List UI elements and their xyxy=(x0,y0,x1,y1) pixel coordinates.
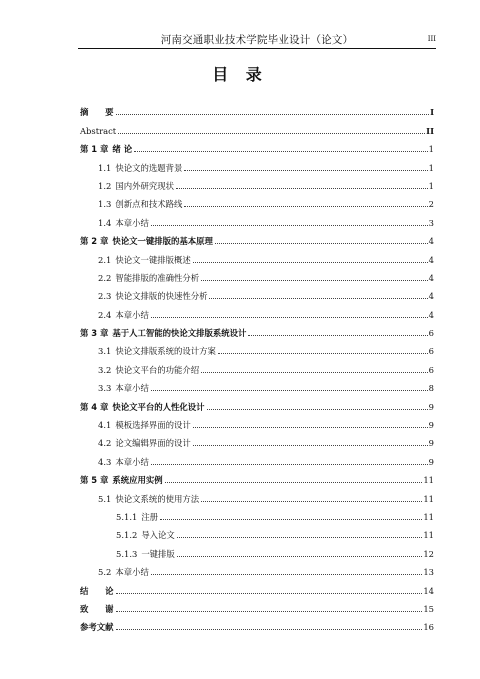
toc-entry-number: 第 4 章 xyxy=(80,401,109,412)
toc-leader-dots xyxy=(193,262,428,263)
toc-entry-page: II xyxy=(426,125,434,136)
toc-entry-page: 13 xyxy=(423,567,434,578)
toc-entry-number: 5.1.2 xyxy=(116,530,138,541)
toc-leader-dots xyxy=(116,629,423,630)
toc-entry-title: 快论文一键排版的基本原理 xyxy=(112,236,213,247)
toc-entry-page: 4 xyxy=(428,272,434,283)
toc-entry[interactable] xyxy=(80,338,434,356)
toc-leader-dots xyxy=(165,482,423,483)
toc-leader-dots xyxy=(116,114,430,115)
toc-entry-label xyxy=(98,383,149,393)
toc-entry-page: 4 xyxy=(428,309,434,320)
toc-entry-title: 基于人工智能的快论文排版系统设计 xyxy=(112,328,247,339)
toc-entry-number: 1.4 xyxy=(98,217,112,228)
toc-entry-label xyxy=(98,494,199,504)
toc-entry-label xyxy=(98,567,149,577)
toc-entry-label xyxy=(80,604,114,614)
toc-entry-title: 导入论文 xyxy=(141,530,175,541)
toc-entry-number: 1.2 xyxy=(98,180,112,191)
toc-entry-title: 国内外研究现状 xyxy=(115,180,174,191)
toc-entry-label xyxy=(116,549,175,559)
toc-entry-label xyxy=(98,346,216,356)
toc-entry-label xyxy=(116,530,175,540)
toc-entry-number: 第 5 章 xyxy=(80,475,109,486)
toc-leader-dots xyxy=(184,206,427,207)
toc-entry-label xyxy=(98,365,199,375)
toc-entry-label xyxy=(98,291,207,301)
toc-entry-label xyxy=(98,310,149,320)
toc-entry-title: 一键排版 xyxy=(141,548,175,559)
toc-entry-title: 智能排版的准确性分析 xyxy=(115,272,200,283)
toc-entry-page: 3 xyxy=(428,217,434,228)
toc-entry-title: 快论文系统的使用方法 xyxy=(115,493,200,504)
toc-entry[interactable] xyxy=(80,596,434,614)
toc-entry[interactable] xyxy=(80,485,434,503)
toc-entry[interactable] xyxy=(80,448,434,466)
toc-entry-page: 15 xyxy=(423,603,434,614)
toc-entry-page: 4 xyxy=(428,291,434,302)
toc-entry-number: 2.4 xyxy=(98,309,112,320)
toc-entry-page: 6 xyxy=(428,328,434,339)
toc-leader-dots xyxy=(248,335,427,336)
toc-entry-page: 6 xyxy=(428,346,434,357)
toc-entry-title: 参考文献 xyxy=(80,622,114,633)
toc-entry-label xyxy=(80,475,163,485)
toc-entry-page: 11 xyxy=(423,530,434,541)
toc-entry[interactable] xyxy=(80,430,434,448)
toc-entry[interactable] xyxy=(80,375,434,393)
toc-entry-page: 16 xyxy=(423,622,434,633)
page-title: 目 录 xyxy=(212,65,268,84)
toc-entry-label xyxy=(80,126,116,136)
toc-entry-page: 14 xyxy=(423,585,434,596)
toc-entry-label xyxy=(80,236,213,246)
toc-leader-dots xyxy=(207,409,428,410)
toc-entry-label xyxy=(98,273,199,283)
toc-entry-label xyxy=(98,218,149,228)
toc-leader-dots xyxy=(201,501,422,502)
toc-entry[interactable] xyxy=(80,228,434,246)
toc-entry-label xyxy=(80,144,132,154)
toc-entry-label xyxy=(98,420,191,430)
toc-entry-page: 11 xyxy=(423,475,434,486)
toc-leader-dots xyxy=(177,556,423,557)
toc-entry-number: 5.1.1 xyxy=(116,511,138,522)
toc-leader-dots xyxy=(184,170,427,171)
toc-entry[interactable] xyxy=(80,246,434,264)
toc-leader-dots xyxy=(151,317,428,318)
toc-leader-dots xyxy=(177,537,423,538)
toc-entry-title: 快论文一键排版概述 xyxy=(115,254,191,265)
toc-entry-title: 绪 论 xyxy=(112,144,133,155)
toc-entry[interactable] xyxy=(80,117,434,135)
toc-leader-dots xyxy=(176,188,428,189)
toc-entry-page: 1 xyxy=(428,144,434,155)
toc-entry-title: 创新点和技术路线 xyxy=(115,199,183,210)
toc-entry-page: 2 xyxy=(428,199,434,210)
toc-leader-dots xyxy=(193,427,428,428)
toc-entry-title: 快论文的选题背景 xyxy=(115,162,183,173)
toc-entry[interactable] xyxy=(80,320,434,338)
toc-entry[interactable] xyxy=(80,191,434,209)
toc-entry-label xyxy=(80,107,114,117)
toc-leader-dots xyxy=(201,280,428,281)
toc-entry-number: 第 3 章 xyxy=(80,328,109,339)
toc-entry[interactable] xyxy=(80,577,434,595)
toc-entry-number: 3.3 xyxy=(98,383,112,394)
toc-entry-title: 致 谢 xyxy=(80,603,114,614)
toc-entry-title: 注册 xyxy=(141,511,159,522)
toc-entry-number: 5.1 xyxy=(98,493,112,504)
toc-leader-dots xyxy=(134,151,428,152)
toc-entry-page: 9 xyxy=(428,438,434,449)
toc-entry-number: 2.3 xyxy=(98,291,112,302)
toc-entry-label xyxy=(98,163,182,173)
toc-entry-number: 2.2 xyxy=(98,272,112,283)
toc-entry-number: 5.1.3 xyxy=(116,548,138,559)
toc-entry-label xyxy=(80,622,114,632)
toc-entry-page: 12 xyxy=(423,548,434,559)
toc-leader-dots xyxy=(160,519,422,520)
header-page-number: III xyxy=(427,35,436,43)
toc-entry-title: 模板选择界面的设计 xyxy=(115,420,191,431)
toc-entry-title: 快论文平台的人性化设计 xyxy=(112,401,205,412)
toc-entry-number: 第 1 章 xyxy=(80,144,109,155)
toc-entry[interactable] xyxy=(80,412,434,430)
toc-leader-dots xyxy=(116,611,423,612)
toc-entry-number: 第 2 章 xyxy=(80,236,109,247)
toc-entry-title: 本章小结 xyxy=(115,383,149,394)
toc-entry[interactable] xyxy=(80,540,434,558)
toc-entry-title: 系统应用实例 xyxy=(112,475,163,486)
toc-entry[interactable] xyxy=(80,265,434,283)
toc-entry[interactable] xyxy=(80,467,434,485)
toc-leader-dots xyxy=(193,445,428,446)
toc-entry-number: 4.3 xyxy=(98,456,112,467)
toc-entry-label xyxy=(116,512,158,522)
toc-entry-title: 快论文排版系统的设计方案 xyxy=(115,346,216,357)
toc-leader-dots xyxy=(218,353,428,354)
toc-entry-page: 9 xyxy=(428,401,434,412)
toc-entry-label xyxy=(98,199,182,209)
toc-entry-label xyxy=(98,457,149,467)
toc-entry-page: 11 xyxy=(423,493,434,504)
toc-entry-label xyxy=(80,402,205,412)
toc-entry-number: 3.1 xyxy=(98,346,112,357)
toc-entry[interactable] xyxy=(80,504,434,522)
toc-entry-label xyxy=(98,438,191,448)
toc-entry[interactable] xyxy=(80,301,434,319)
toc-entry-title: 快论文排版的快速性分析 xyxy=(115,291,208,302)
toc-entry-number: 1.1 xyxy=(98,162,112,173)
toc-entry-number: 3.2 xyxy=(98,364,112,375)
table-of-contents xyxy=(80,99,434,632)
toc-entry[interactable] xyxy=(80,173,434,191)
toc-entry-title: 本章小结 xyxy=(115,217,149,228)
toc-entry-label xyxy=(98,255,191,265)
toc-entry-page: I xyxy=(430,107,434,118)
toc-leader-dots xyxy=(151,464,428,465)
toc-entry-title: Abstract xyxy=(80,125,117,136)
toc-entry-page: 9 xyxy=(428,420,434,431)
toc-entry-number: 5.2 xyxy=(98,567,112,578)
toc-leader-dots xyxy=(116,593,423,594)
toc-entry-page: 4 xyxy=(428,236,434,247)
toc-entry-page: 8 xyxy=(428,383,434,394)
toc-entry[interactable] xyxy=(80,283,434,301)
toc-entry[interactable] xyxy=(80,154,434,172)
toc-entry-label xyxy=(80,586,114,596)
toc-entry-title: 论文编辑界面的设计 xyxy=(115,438,191,449)
toc-entry[interactable] xyxy=(80,136,434,154)
toc-entry-page: 1 xyxy=(428,162,434,173)
running-header xyxy=(78,34,436,49)
toc-entry-title: 本章小结 xyxy=(115,456,149,467)
toc-entry[interactable] xyxy=(80,209,434,227)
toc-entry-label xyxy=(80,328,246,338)
toc-entry[interactable] xyxy=(80,559,434,577)
toc-entry-page: 6 xyxy=(428,364,434,375)
toc-entry-page: 4 xyxy=(428,254,434,265)
toc-entry[interactable] xyxy=(80,99,434,117)
toc-entry[interactable] xyxy=(80,393,434,411)
toc-entry-title: 快论文平台的功能介绍 xyxy=(115,364,200,375)
toc-entry-number: 4.2 xyxy=(98,438,112,449)
toc-leader-dots xyxy=(209,298,427,299)
toc-leader-dots xyxy=(151,574,423,575)
toc-entry-page: 1 xyxy=(428,180,434,191)
toc-leader-dots xyxy=(118,133,425,134)
toc-leader-dots xyxy=(151,390,428,391)
toc-entry-number: 4.1 xyxy=(98,420,112,431)
toc-entry-number: 1.3 xyxy=(98,199,112,210)
toc-entry-page: 11 xyxy=(423,511,434,522)
toc-entry[interactable] xyxy=(80,614,434,632)
toc-entry-title: 摘 要 xyxy=(80,107,114,118)
toc-entry-page: 9 xyxy=(428,456,434,467)
toc-entry-title: 结 论 xyxy=(80,585,114,596)
toc-entry[interactable] xyxy=(80,356,434,374)
toc-entry-number: 2.1 xyxy=(98,254,112,265)
toc-entry-title: 本章小结 xyxy=(115,309,149,320)
toc-entry-title: 本章小结 xyxy=(115,567,149,578)
toc-leader-dots xyxy=(151,225,428,226)
toc-leader-dots xyxy=(215,243,428,244)
toc-entry[interactable] xyxy=(80,522,434,540)
header-title: 河南交通职业技术学院毕业设计（论文） xyxy=(160,34,354,46)
toc-entry-label xyxy=(98,181,174,191)
toc-leader-dots xyxy=(201,372,428,373)
